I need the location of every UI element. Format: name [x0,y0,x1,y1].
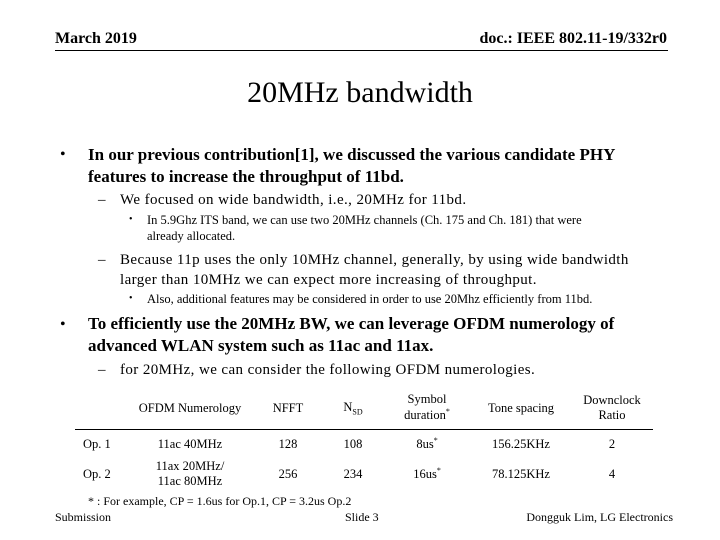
header-rule [55,50,668,51]
nsd-sub: SD [352,407,363,417]
row-numerology [127,458,253,490]
footnote-mark: * [445,407,450,417]
bullet-1-line-2: features to increase the throughput of 11bd. [88,167,404,186]
table-header-row [75,387,653,430]
row-nsd: 234 [343,466,363,481]
downclock-line-2: Ratio [598,408,626,422]
bullet-1-text [88,144,615,188]
duration-value: 8us [416,437,434,452]
bullet-1-sub-2-line-2: larger than 10MHz we can expect more increasing of throughput. [120,272,537,288]
row-nfft: 128 [278,436,298,451]
table-header-cell: OFDM Numerology [127,387,253,430]
table-footnote: * : For example, CP = 1.6us for Op.1, CP = 3.2us Op.2 [88,494,352,508]
sub-bullet-marker: – [98,362,106,378]
downclock-line-1: Downclock [583,393,641,407]
numerology-line-2: 11ac 80MHz [157,474,223,488]
row-name: Op. 2 [83,466,111,481]
footnote-mark: * [436,465,441,475]
footer-submission: Submission [55,510,112,524]
bullet-1-subsub-1-line-1: In 5.9Ghz ITS band, we can use two 20MHz channels (Ch. 175 and Ch. 181) that were [147,213,582,227]
table-header-cell [75,387,127,430]
subsub-bullet-marker: • [129,214,133,225]
bullet-2-line-1: To efficiently use the 20MHz BW, we can leverage OFDM numerology of [88,314,615,333]
footer-slide-number: Slide 3 [345,510,379,524]
symbol-duration-line-2: duration [404,408,446,423]
row-numerology [127,430,253,459]
nsd-main: N [343,399,353,414]
numerology-line-1: 11ax 20MHz/ [155,459,225,473]
header-doc-id: doc.: IEEE 802.11-19/332r0 [479,30,667,47]
symbol-duration-line-1: Symbol [407,392,447,407]
row-name: Op. 1 [83,436,111,451]
row-tone-spacing: 156.25KHz [492,436,550,451]
bullet-marker: • [60,316,66,333]
bullet-1-sub-1-text: We focused on wide bandwidth, i.e., 20MHz for 11bd. [120,192,467,208]
table-header-cell: Tone spacing [471,387,571,430]
table-row [75,430,653,459]
footer-author: Dongguk Lim, LG Electronics [526,510,673,524]
table-header-cell [383,387,471,430]
row-duration [383,430,471,459]
row-duration [383,458,471,490]
bullet-2-line-2: advanced WLAN system such as 11ac and 11ax. [88,336,434,355]
numerology-line-1: 11ac 40MHz [157,436,223,451]
table-header-cell [571,387,653,430]
row-nsd: 108 [343,436,363,451]
sub-bullet-marker: – [98,192,106,208]
table-header-cell [323,387,383,430]
bullet-marker: • [60,146,66,163]
bullet-1-sub-2-line-1: Because 11p uses the only 10MHz channel, generally, by using wide bandwidth [120,252,629,268]
sub-bullet-marker: – [98,252,106,268]
row-ratio: 4 [608,466,616,481]
row-tone-spacing: 78.125KHz [492,466,550,481]
table-header-cell: NFFT [253,387,323,430]
bullet-1-sub-2-text [120,250,629,290]
slide-title: 20MHz bandwidth [247,76,473,109]
subsub-bullet-marker: • [129,293,133,304]
table-row [75,458,653,490]
duration-value: 16us [413,467,437,482]
row-ratio: 2 [608,436,616,451]
bullet-1-subsub-2-text: Also, additional features may be considered in order to use 20Mhz efficiently from 11bd. [147,292,593,306]
bullet-2-text [88,313,614,357]
header-date: March 2019 [55,30,137,47]
footnote-mark: * [433,435,438,445]
bullet-1-subsub-1-line-2: already allocated. [147,229,236,243]
bullet-1-subsub-1-text [147,212,582,244]
bullet-2-sub-1-text: for 20MHz, we can consider the following OFDM numerologies. [120,362,536,378]
ofdm-numerology-table [75,387,653,490]
row-nfft: 256 [278,466,298,481]
bullet-1-line-1: In our previous contribution[1], we discussed the various candidate PHY [88,145,616,164]
